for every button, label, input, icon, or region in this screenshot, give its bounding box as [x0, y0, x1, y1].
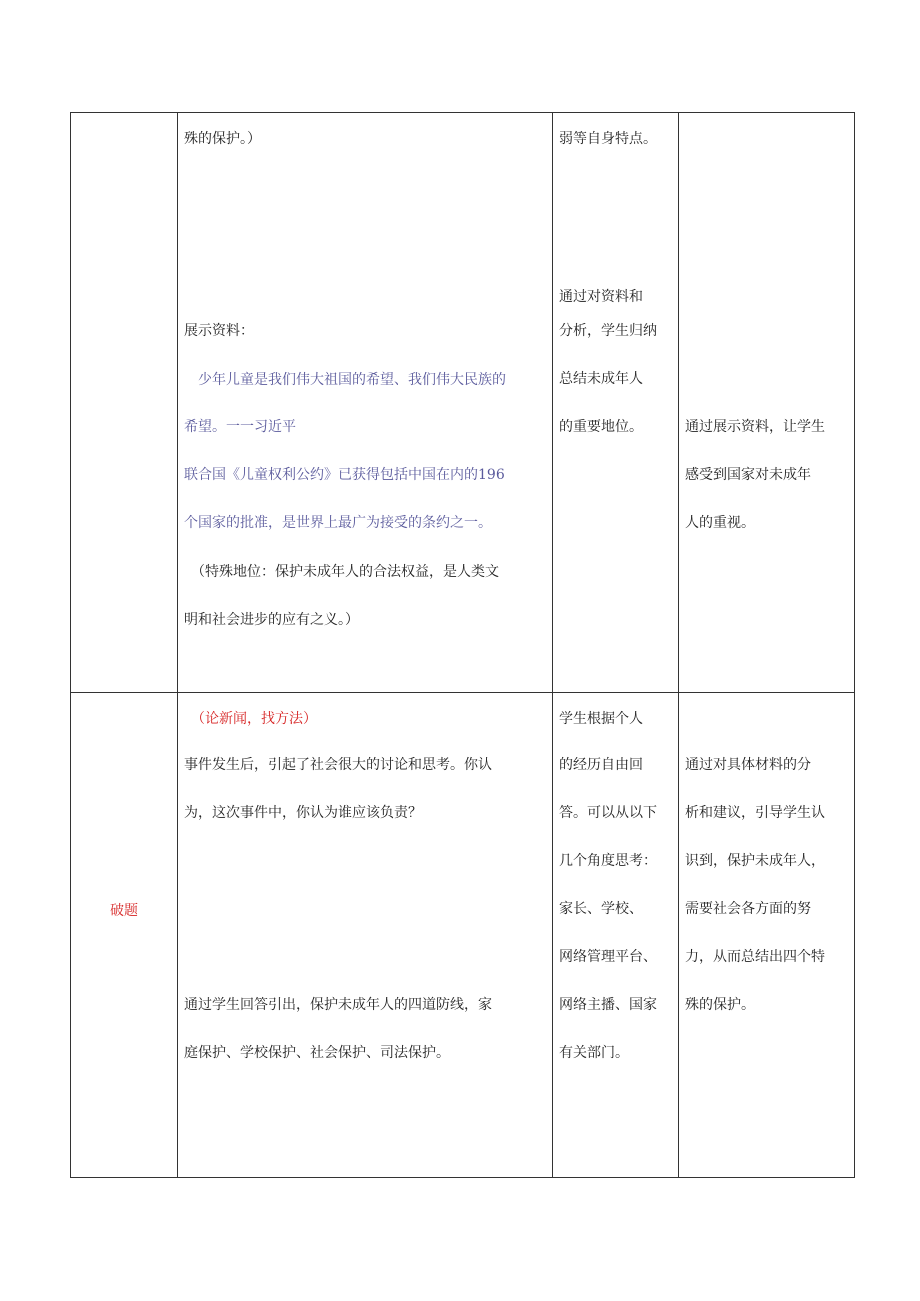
content-cell — [178, 693, 553, 1178]
table-row — [71, 113, 855, 693]
student-cell — [553, 693, 679, 1178]
content-cell — [178, 113, 553, 693]
intent-text: 人的重视。 — [685, 515, 755, 531]
student-cell — [553, 113, 679, 693]
student-text: 总结未成年人 — [559, 371, 643, 387]
stage-cell — [71, 113, 178, 693]
student-text: 通过对资料和 — [559, 289, 643, 305]
student-text: 网络管理平台、 — [559, 949, 657, 965]
intent-text: 识到，保护未成年人， — [685, 853, 825, 869]
intent-text: 通过对具体材料的分 — [685, 757, 811, 773]
intent-text: 殊的保护。 — [685, 997, 755, 1013]
student-text: 答。可以从以下 — [559, 805, 657, 821]
stage-cell — [71, 693, 178, 1178]
content-text: 事件发生后，引起了社会很大的讨论和思考。你认 — [184, 757, 492, 773]
student-text: 家长、学校、 — [559, 901, 643, 917]
student-text: 学生根据个人 — [559, 711, 643, 727]
student-text: 分析，学生归纳 — [559, 323, 657, 339]
quote-text: 希望。一一习近平 — [184, 419, 296, 435]
content-text: 殊的保护。） — [184, 131, 261, 147]
content-text: （特殊地位：保护未成年人的合法权益，是人类文 — [184, 564, 499, 580]
section-heading: （论新闻，找方法） — [184, 711, 317, 727]
content-text: 庭保护、学校保护、社会保护、司法保护。 — [184, 1045, 450, 1061]
intent-text: 析和建议，引导学生认 — [685, 805, 825, 821]
quote-text: 个国家的批准，是世界上最广为接受的条约之一。 — [184, 515, 492, 531]
content-text: 通过学生回答引出，保护未成年人的四道防线，家 — [184, 997, 492, 1013]
intent-text: 感受到国家对未成年 — [685, 467, 811, 483]
student-text: 的重要地位。 — [559, 419, 643, 435]
student-text: 弱等自身特点。 — [559, 131, 657, 147]
lesson-plan-table — [70, 112, 855, 1178]
content-text: 为，这次事件中，你认为谁应该负责？ — [184, 805, 422, 821]
stage-label: 破题 — [110, 903, 138, 919]
student-text: 网络主播、国家 — [559, 997, 657, 1013]
content-text: 展示资料： — [184, 323, 254, 339]
intent-cell — [679, 113, 855, 693]
quote-text: 少年儿童是我们伟大祖国的希望、我们伟大民族的 — [184, 372, 506, 388]
student-text: 的经历自由回 — [559, 757, 643, 773]
table-row — [71, 693, 855, 1178]
student-text: 有关部门。 — [559, 1045, 629, 1061]
intent-text: 力，从而总结出四个特 — [685, 949, 825, 965]
quote-text: 联合国《儿童权利公约》已获得包括中国在内的196 — [184, 467, 505, 483]
content-text: 明和社会进步的应有之义。） — [184, 612, 359, 628]
intent-text: 需要社会各方面的努 — [685, 901, 811, 917]
intent-text: 通过展示资料，让学生 — [685, 419, 825, 435]
student-text: 几个角度思考： — [559, 853, 657, 869]
intent-cell — [679, 693, 855, 1178]
